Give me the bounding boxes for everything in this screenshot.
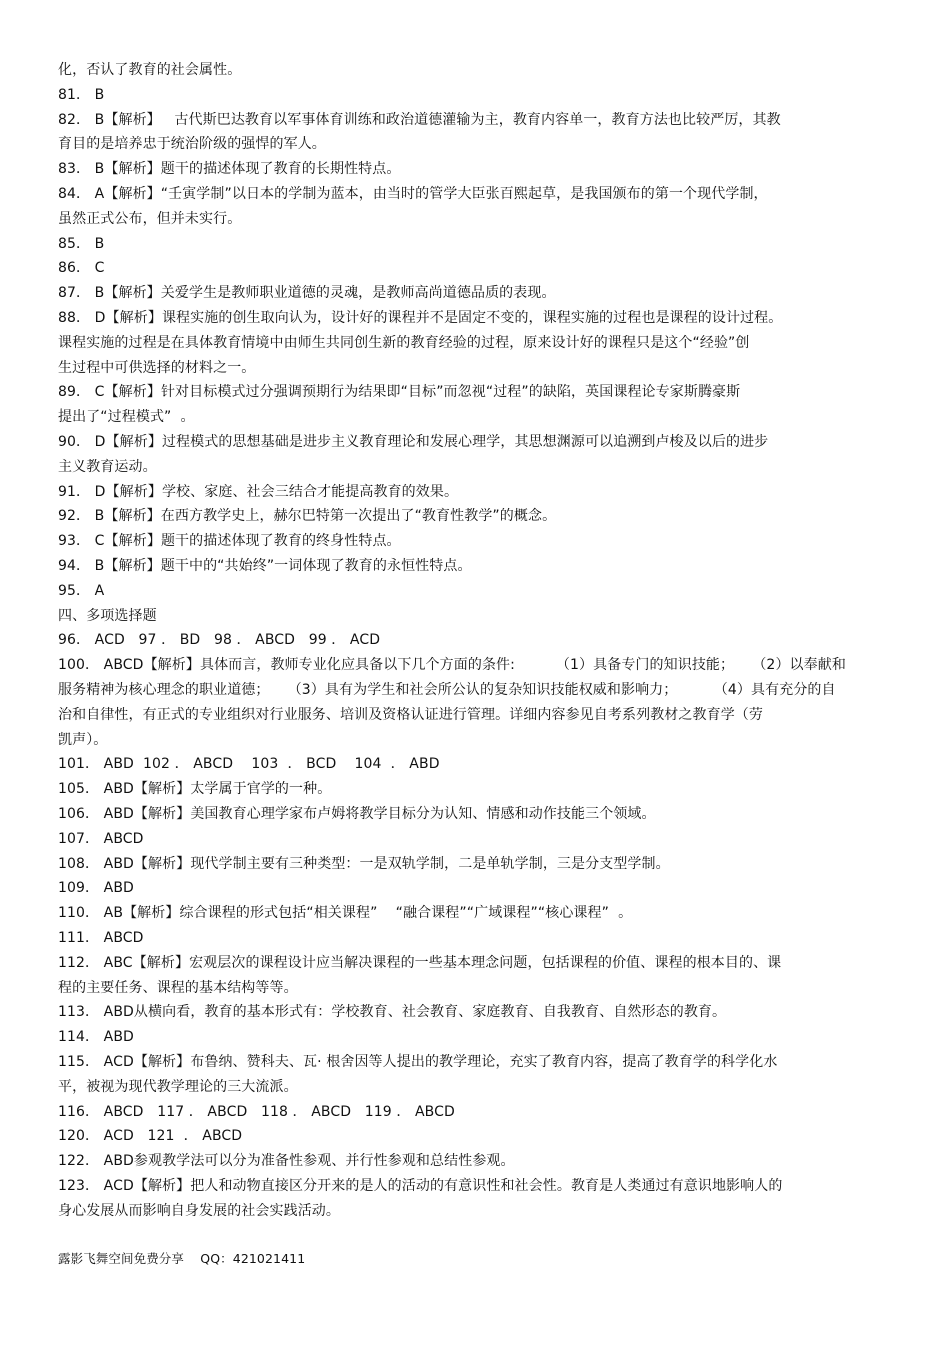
text-line: 113． ABD从横向看，教育的基本形式有：学校教育、社会教育、家庭教育、自我教育、自然形态的教育。 <box>58 1004 727 1021</box>
text-line: 程的主要任务、课程的基本结构等等。 <box>58 979 298 996</box>
text-line: 85． B <box>58 235 105 252</box>
text-line: 89． C【解析】针对目标模式过分强调预期行为结果即“目标”而忽视“过程”的缺陷，英国课程论专家斯腾豪斯 <box>58 384 741 401</box>
text-line: 106． ABD【解析】美国教育心理学家布卢姆将教学目标分为认知、情感和动作技能三个领域。 <box>58 806 656 822</box>
text-line: 123． ACD【解析】把人和动物直接区分开来的是人的活动的有意识性和社会性。教育是人类通过有意识地影响人的 <box>58 1178 783 1194</box>
text-line: 86． C <box>58 260 105 277</box>
text-line: 83． B【解析】题干的描述体现了教育的长期性特点。 <box>58 161 401 178</box>
text-line: 化，否认了教育的社会属性。 <box>58 62 242 78</box>
text-line: 93． C【解析】题干的描述体现了教育的终身性特点。 <box>58 533 401 550</box>
text-line: 生过程中可供选择的材料之一。 <box>58 359 256 376</box>
text-line: 94． B【解析】题干中的“共始终”一词体现了教育的永恒性特点。 <box>58 558 472 574</box>
text-line: 101． ABD 102 ． ABCD 103 ． BCD 104 ． ABD <box>58 756 440 773</box>
text-line: 115． ACD【解析】布鲁纳、赞科夫、瓦· 根舍因等人提出的教学理论，充实了教育内容，提高了教育学的科学化水 <box>58 1054 778 1070</box>
text-line: 105． ABD【解析】太学属于官学的一种。 <box>58 781 332 798</box>
text-line: 109． ABD <box>58 880 134 897</box>
text-line: 108． ABD【解析】现代学制主要有三种类型：一是双轨学制，二是单轨学制，三是分支型学制。 <box>58 855 670 872</box>
text-line: 116． ABCD 117 ． ABCD 118 ． ABCD 119 ． ABCD <box>58 1103 455 1120</box>
text-line: 课程实施的过程是在具体教育情境中由师生共同创生新的教育经验的过程，原来设计好的课程只是这个“经验”创 <box>58 334 750 351</box>
text-line: 治和自律性，有正式的专业组织对行业服务、培训及资格认证进行管理。详细内容参见自考系列教材之教育学（劳 <box>58 706 763 723</box>
text-line: 82． B【解析】 古代斯巴达教育以军事体育训练和政治道德灌输为主，教育内容单一，教育方法也比较严厉，其教 <box>58 111 781 128</box>
text-line: 107． ABCD <box>58 830 144 847</box>
text-line: 虽然正式公布，但并未实行。 <box>58 210 242 227</box>
text-line: 提出了“过程模式” 。 <box>58 409 195 426</box>
text-line: 92． B【解析】在西方教学史上，赫尔巴特第一次提出了“教育性教学”的概念。 <box>58 508 557 525</box>
text-line: 96． ACD 97 ． BD 98 ． ABCD 99 ． ACD <box>58 632 381 649</box>
text-line: 服务精神为核心理念的职业道德； （3）具有为学生和社会所公认的复杂知识技能权威和影响力； （4）具有充分的自 <box>58 682 836 698</box>
text-line: 81． B <box>58 86 105 103</box>
text-line: 育目的是培养忠于统治阶级的强悍的军人。 <box>58 136 326 153</box>
text-line: 90． D【解析】过程模式的思想基础是进步主义教育理论和发展心理学，其思想渊源可以追溯到卢梭及以后的进步 <box>58 434 769 450</box>
text-line: 122． ABD参观教学法可以分为准备性参观、并行性参观和总结性参观。 <box>58 1153 515 1170</box>
text-line: 91． D【解析】学校、家庭、社会三结合才能提高教育的效果。 <box>58 483 459 500</box>
text-line: 95． A <box>58 582 105 599</box>
text-line: 主义教育运动。 <box>58 458 157 475</box>
text-line: 114． ABD <box>58 1029 134 1046</box>
text-line: 凯声）。 <box>58 731 108 748</box>
text-line: 88． D【解析】课程实施的创生取向认为，设计好的课程并不是固定不变的，课程实施的过程也是课程的设计过程。 <box>58 310 783 326</box>
page-footer: 露影飞舞空间免费分享 QQ：421021411 <box>58 1251 306 1266</box>
text-line: 112． ABC【解析】宏观层次的课程设计应当解决课程的一些基本理念问题，包括课程的价值、课程的根本目的、课 <box>58 954 782 971</box>
text-line: 120． ACD 121 ． ABCD <box>58 1128 243 1145</box>
text-line: 84． A【解析】“壬寅学制”以日本的学制为蓝本，由当时的管学大臣张百熙起草，是我国颁布的第一个现代学制， <box>58 186 768 202</box>
text-line: 87． B【解析】关爱学生是教师职业道德的灵魂，是教师高尚道德品质的表现。 <box>58 285 556 302</box>
text-line: 平，被视为现代教学理论的三大流派。 <box>58 1078 298 1095</box>
text-line: 四、多项选择题 <box>58 607 157 624</box>
text-line: 111． ABCD <box>58 930 144 946</box>
text-line: 110． AB【解析】综合课程的形式包括“相关课程” “融合课程”“广域课程”“核心课程” 。 <box>58 905 633 922</box>
text-line: 身心发展从而影响自身发展的社会实践活动。 <box>58 1202 340 1219</box>
text-line: 100． ABCD【解析】具体而言，教师专业化应具备以下几个方面的条件: （1）具备专门的知识技能； （2）以奉献和 <box>58 657 846 674</box>
